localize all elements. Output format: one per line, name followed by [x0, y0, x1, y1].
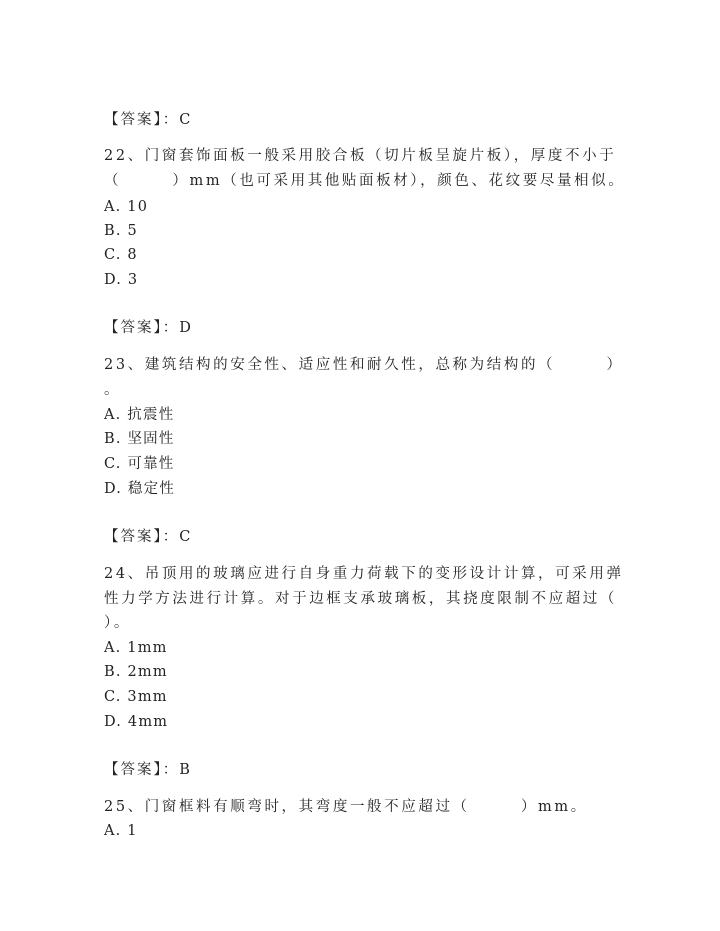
question-24-line-3: ）。: [104, 615, 131, 631]
question-24-line-2: 性力学方法进行计算。对于边框支承玻璃板，其挠度限制不应超过（: [104, 591, 617, 607]
question-22-line-2: （ ）mm（也可采用其他贴面板材），颜色、花纹要尽量相似。: [104, 173, 626, 189]
question-22-line-1: 22、门窗套饰面板一般采用胶合板（切片板呈旋片板），厚度不小于: [104, 148, 617, 164]
option-b: B. 2mm: [104, 664, 168, 680]
option-c: C. 3mm: [104, 689, 168, 705]
option-d: D. 3: [104, 272, 139, 288]
option-a: A. 10: [104, 199, 149, 215]
option-d: D. 稳定性: [104, 481, 176, 497]
answer-line: 【答案】：C: [104, 112, 193, 128]
answer-line: 【答案】：D: [104, 320, 193, 336]
question-23-line-2: 。: [104, 382, 122, 398]
option-a: A. 抗震性: [104, 407, 175, 423]
question-25-line-1: 25、门窗框料有顺弯时，其弯度一般不应超过（ ）mm。: [104, 799, 588, 815]
option-c: C. 8: [104, 247, 138, 263]
option-d: D. 4mm: [104, 714, 169, 730]
answer-line: 【答案】：C: [104, 529, 193, 545]
option-a: A. 1mm: [104, 640, 168, 656]
question-23-line-1: 23、建筑结构的安全性、适应性和耐久性，总称为结构的（ ）: [104, 357, 624, 373]
option-b: B. 5: [104, 223, 138, 239]
option-c: C. 可靠性: [104, 456, 175, 472]
answer-line: 【答案】：B: [104, 762, 192, 778]
option-b: B. 坚固性: [104, 431, 175, 447]
option-a: A. 1: [104, 823, 138, 839]
question-24-line-1: 24、吊顶用的玻璃应进行自身重力荷载下的变形设计计算，可采用弹: [104, 566, 624, 582]
